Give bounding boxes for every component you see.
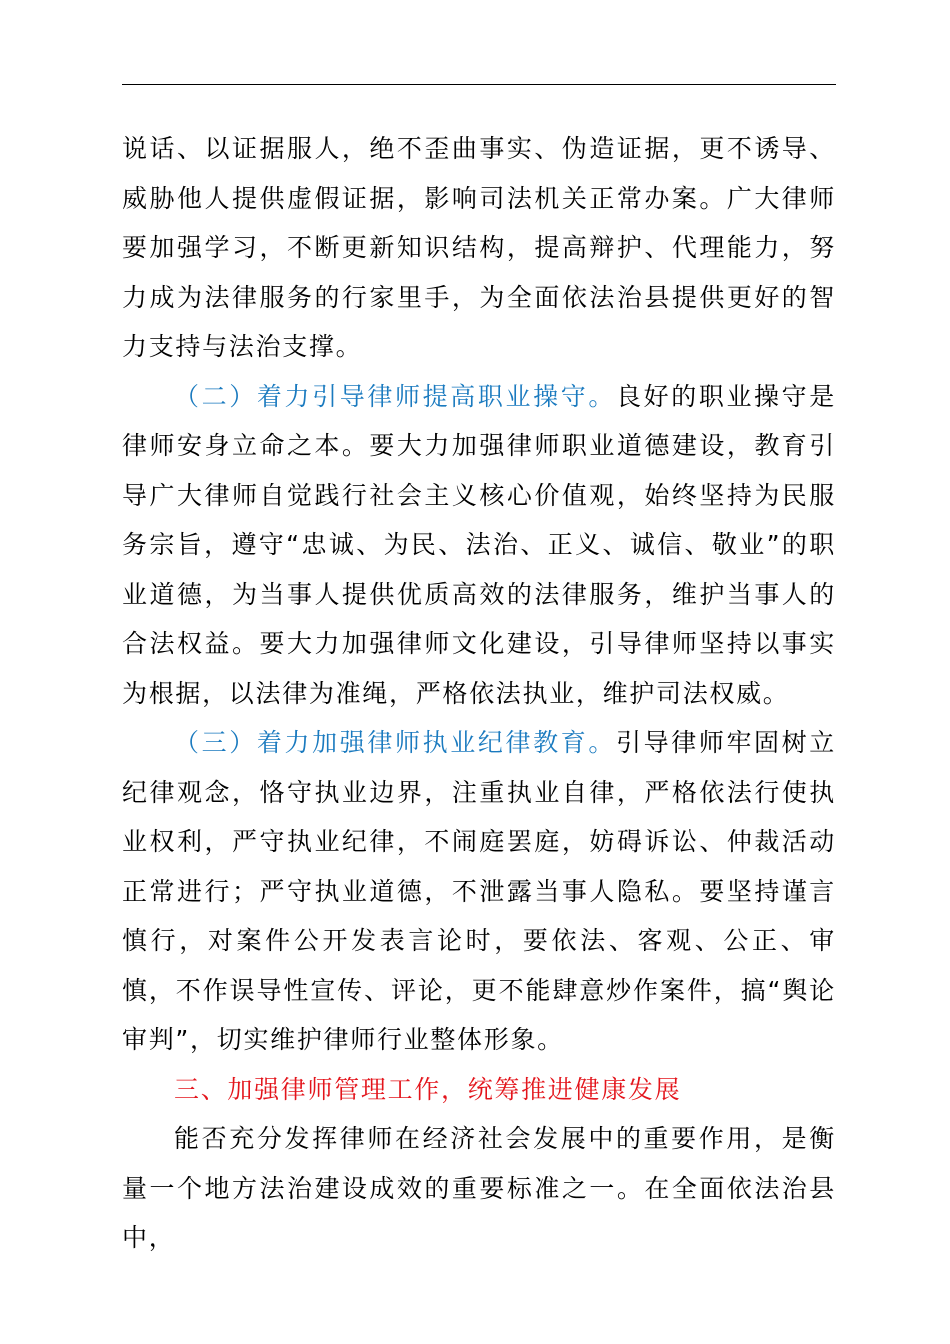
header-divider	[122, 84, 836, 85]
paragraph-text: 良好的职业操守是律师安身立命之本。要大力加强律师职业道德建设，教育引导广大律师自觉践行社会主义核心价值观，始终坚持为民服务宗旨，遵守“忠诚、为民、法治、正义、诚信、敬业”的职业道德，为当事人提供优质高效的法律服务，维护当事人的合法权益。要大力加强律师文化建设，引导律师坚持以事实为根据，以法律为准绳，严格依法执业，维护司法权威。	[122, 381, 837, 708]
subheading-professional-ethics: （二）着力引导律师提高职业操守。	[174, 381, 616, 411]
paragraph-continuation: 说话、以证据服人，绝不歪曲事实、伪造证据，更不诱导、威胁他人提供虚假证据，影响司法机关正常办案。广大律师要加强学习，不断更新知识结构，提高辩护、代理能力，努力成为法律服务的行家里手，为全面依法治县提供更好的智力支持与法治支撑。	[122, 134, 836, 361]
subheading-practice-discipline: （三）着力加强律师执业纪律教育。	[174, 728, 616, 757]
paragraph-text: 引导律师牢固树立纪律观念，恪守执业边界，注重执业自律，严格依法行使执业权利，严守执业纪律，不闹庭罢庭，妨碍诉讼、仲裁活动正常进行；严守执业道德，不泄露当事人隐私。要坚持谨言慎行，对案件公开发表言论时，要依法、客观、公正、审慎，不作误导性宣传、评论，更不能肆意炒作案件，搞“舆论审判”，切实维护律师行业整体形象。	[122, 728, 837, 1054]
paragraph-management-intro: 能否充分发挥律师在经济社会发展中的重要作用，是衡量一个地方法治建设成效的重要标准之一。在全面依法治县中，	[122, 1124, 836, 1252]
paragraph-practice-discipline	[122, 718, 836, 1065]
paragraph-professional-ethics	[122, 372, 836, 719]
section-heading-management: 三、加强律师管理工作，统筹推进健康发展	[174, 1074, 682, 1104]
document-body	[122, 124, 836, 1263]
